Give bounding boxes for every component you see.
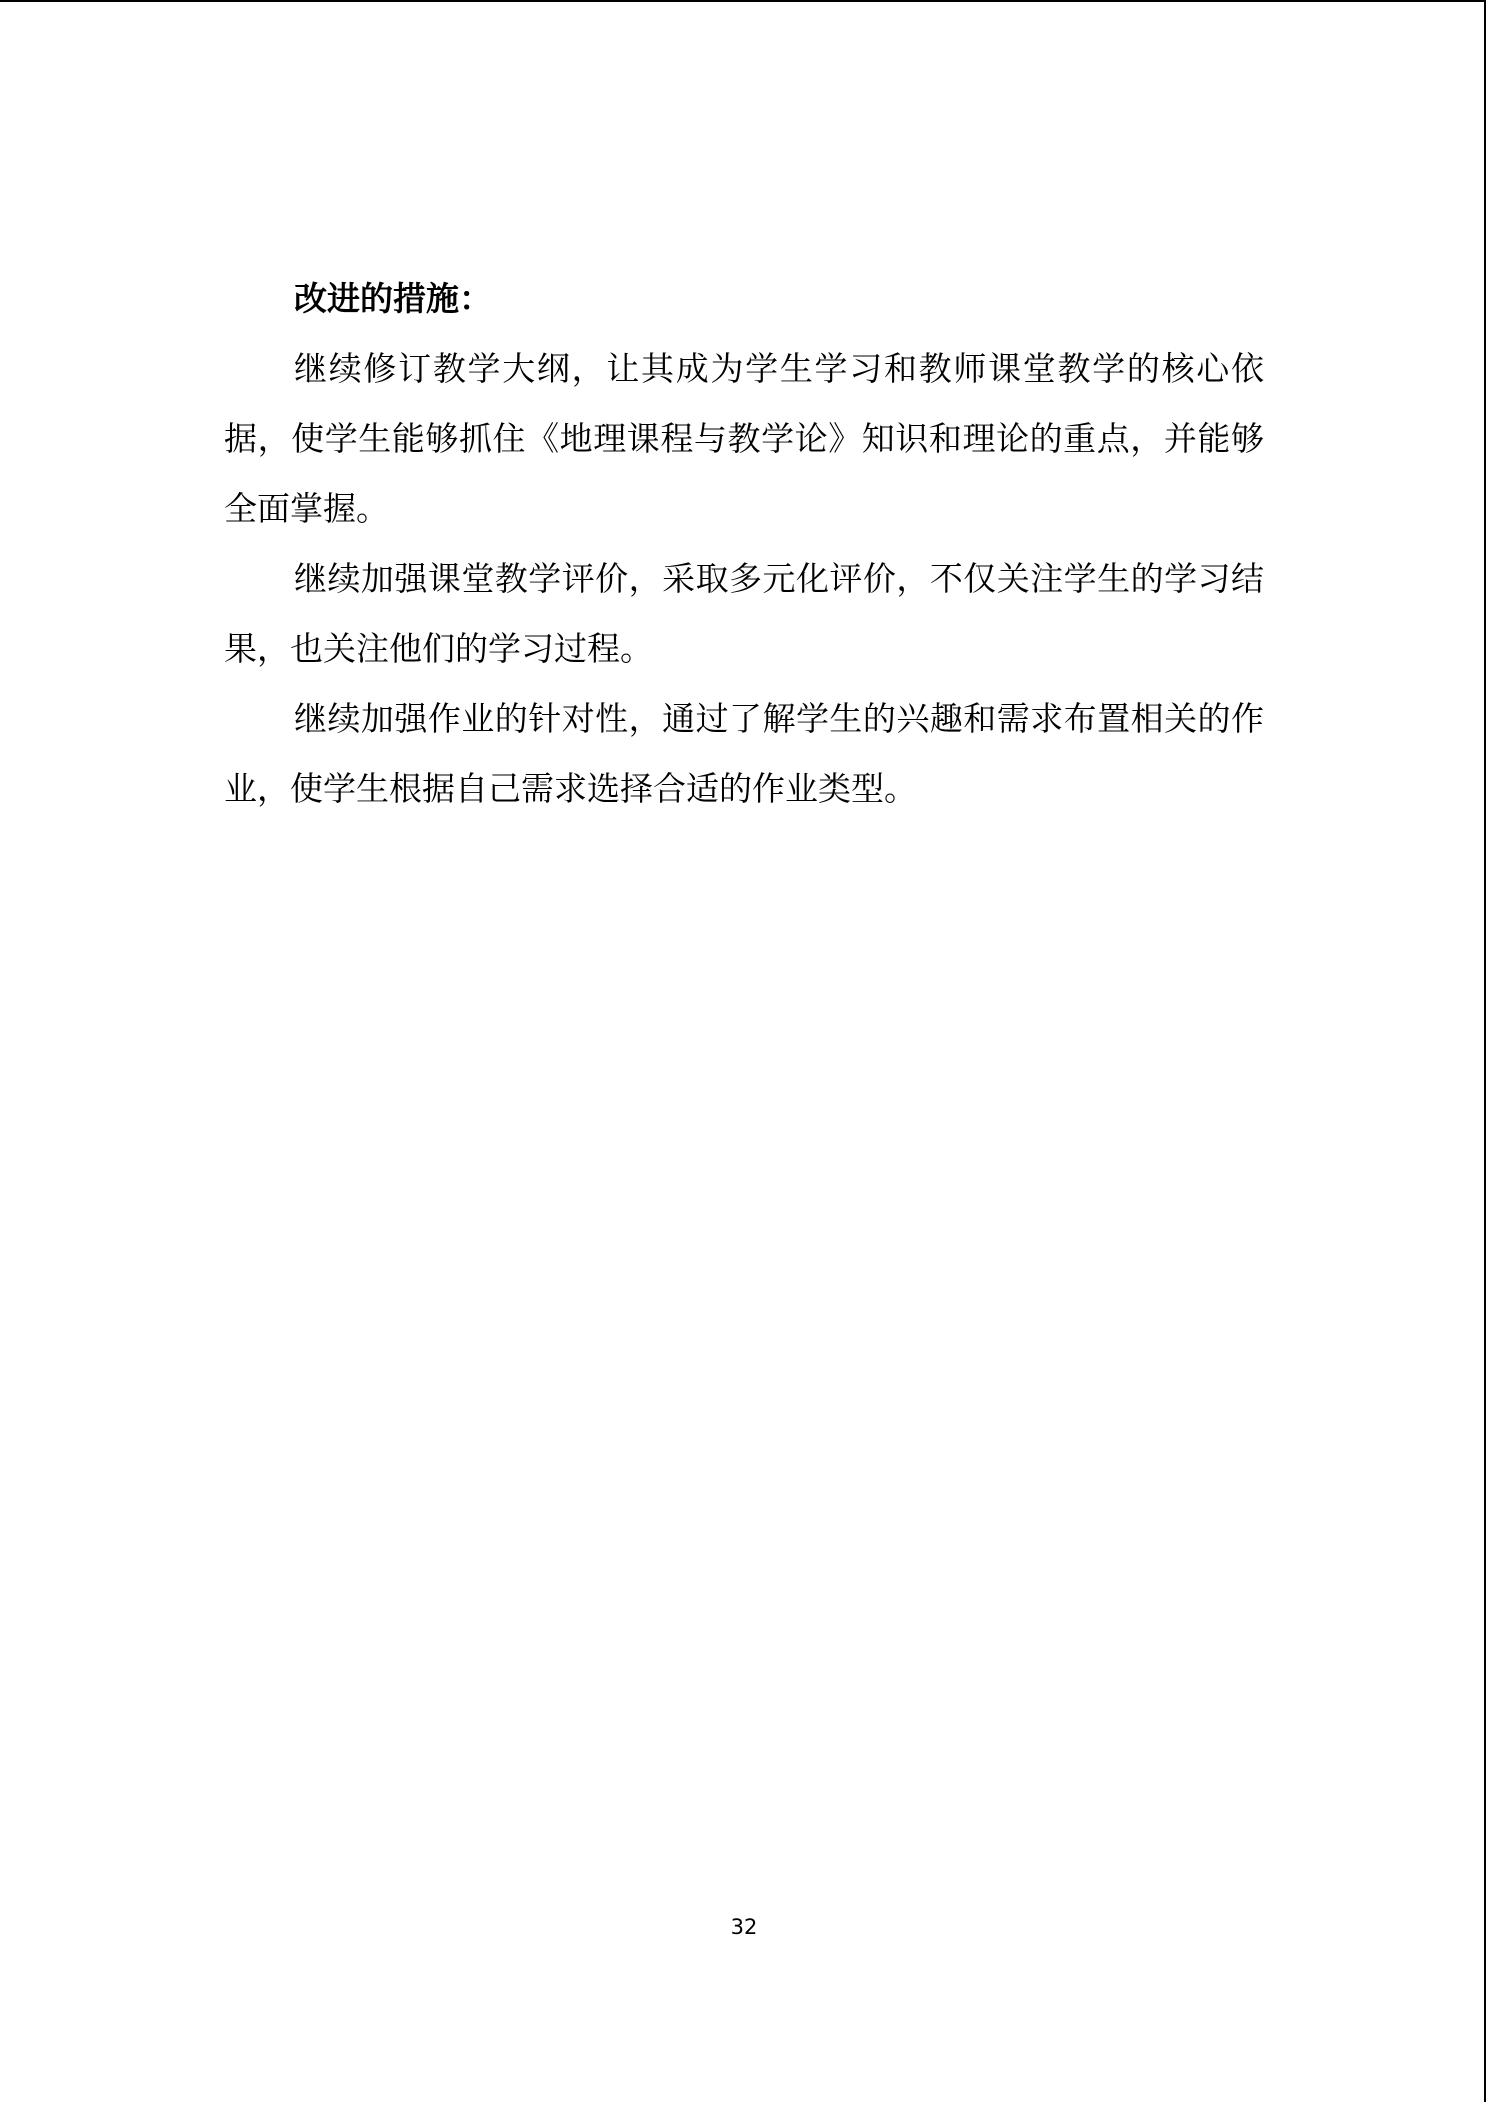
section-heading: 改进的措施： — [294, 279, 492, 318]
paragraph-evaluation: 继续加强课堂教学评价，采取多元化评价，不仅关注学生的学习结果，也关注他们的学习过程。 — [224, 559, 1264, 668]
paragraph-syllabus: 继续修订教学大纲，让其成为学生学习和教师课堂教学的核心依据，使学生能够抓住《地理课程与教学论》知识和理论的重点，并能够全面掌握。 — [224, 349, 1264, 528]
page-number: 32 — [730, 1915, 758, 1939]
paragraph-homework: 继续加强作业的针对性，通过了解学生的兴趣和需求布置相关的作业，使学生根据自己需求选择合适的作业类型。 — [224, 699, 1264, 808]
page-content — [224, 264, 1264, 824]
